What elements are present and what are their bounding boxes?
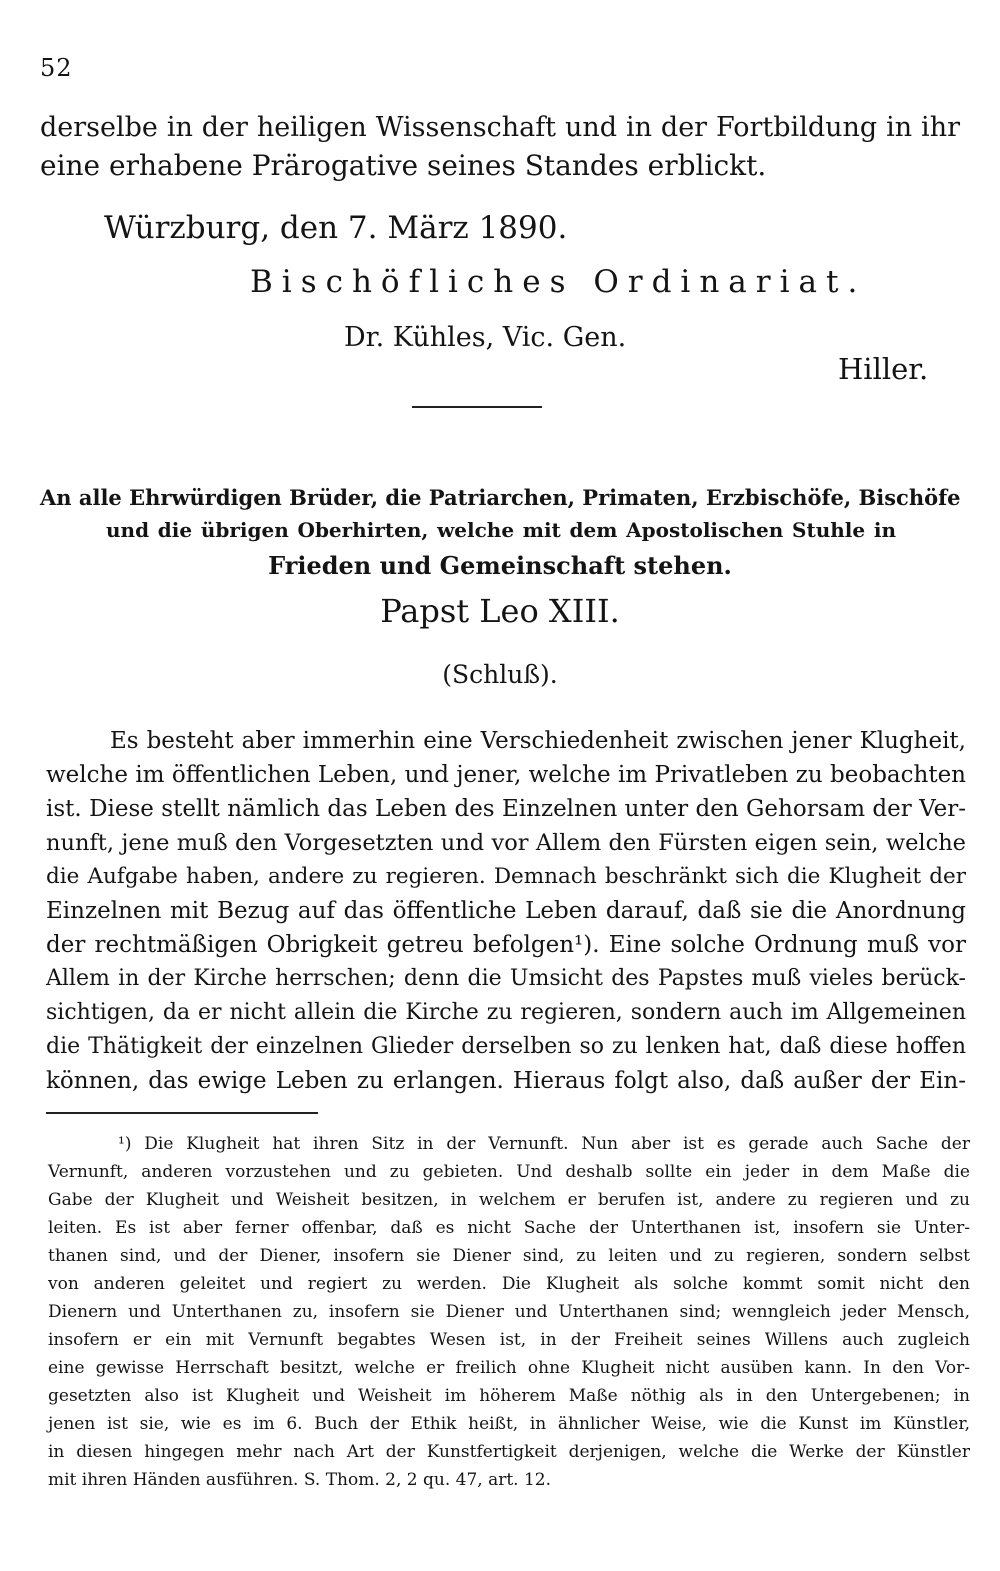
text-line: derselbe in der heiligen Wissenschaft und in der Fortbildung in ihr [40,112,960,143]
footnote-line: ¹) Die Klugheit hat ihren Sitz in der Vernunft. Nun aber ist es gerade auch Sache der [118,1134,970,1154]
address-line: An alle Ehrwürdigen Brüder, die Patriarchen, Primaten, Erzbischöfe, Bischöfe [40,485,961,510]
footnote-line: Vernunft, anderen vorzustehen und zu gebieten. Und deshalb sollte ein jeder in dem Maße die [48,1162,970,1182]
ordinariat-heading: Bischöfliches Ordinariat. [250,264,867,300]
page-number: 52 [40,54,73,82]
footnote-line: leiten. Es ist aber ferner offenbar, daß es nicht Sache der Unterthanen ist, insofern sie Unter- [48,1218,970,1238]
footnote-line: in diesen hingegen mehr nach Art der Kunstfertigkeit derjenigen, welche die Werke der Künstler [48,1442,970,1462]
body-line: der rechtmäßigen Obrigkeit getreu befolgen¹). Eine solche Ordnung muß vor [46,932,966,958]
signature-kuehles: Dr. Kühles, Vic. Gen. [344,322,627,353]
footnote-line: insofern er ein mit Vernunft begabtes Wesen ist, in der Freiheit seines Willens auch zugleich [48,1330,970,1350]
schluss-heading: (Schluß). [442,660,558,689]
footnote-line: Dienern und Unterthanen zu, insofern sie Diener und Unterthanen sind; wenngleich jeder Mensch, [48,1302,970,1322]
section-divider [412,406,542,408]
signature-hiller: Hiller. [838,352,929,386]
footnote-line: von anderen geleitet und regiert zu werden. Die Klugheit als solche kommt somit nicht den [48,1274,970,1294]
body-line: Es besteht aber immerhin eine Verschiedenheit zwischen jener Klugheit, [110,728,966,754]
footnote-line: gesetzten also ist Klugheit und Weisheit im höherem Maße nöthig als in den Untergebenen; in [48,1386,970,1406]
footnote-divider [46,1112,318,1114]
body-line: können, das ewige Leben zu erlangen. Hieraus folgt also, daß außer der Ein- [46,1068,966,1094]
footnote-line: thanen sind, und der Diener, insofern sie Diener sind, zu leiten und zu regieren, sondern selbst [48,1246,970,1266]
body-line: die Aufgabe haben, andere zu regieren. Demnach beschränkt sich die Klugheit der [46,864,966,889]
footnote-line: jenen ist sie, wie es im 6. Buch der Ethik heißt, in ähnlicher Weise, wie die Kunst im Künstler, [48,1414,970,1434]
body-line: sichtigen, da er nicht allein die Kirche zu regieren, sondern auch im Allgemeinen [46,1000,966,1025]
text-line: eine erhabene Prärogative seines Standes erblickt. [40,149,767,182]
footnote-line: mit ihren Händen ausführen. S. Thom. 2, 2 qu. 47, art. 12. [48,1470,552,1490]
place-date: Würzburg, den 7. März 1890. [104,210,568,246]
address-line: Frieden und Gemeinschaft stehen. [268,551,732,580]
footnote-line: Gabe der Klugheit und Weisheit besitzen, in welchem er berufen ist, andere zu regieren und zu [48,1190,970,1210]
address-line: und die übrigen Oberhirten, welche mit dem Apostolischen Stuhle in [106,518,896,542]
body-line: Einzelnen mit Bezug auf das öffentliche Leben darauf, daß sie die Anordnung [46,898,966,924]
body-line: Allem in der Kirche herrschen; denn die Umsicht des Papstes muß vieles berück- [46,966,966,991]
footnote-line: eine gewisse Herrschaft besitzt, welche er freilich ohne Klugheit nicht ausüben kann. In den Vor- [48,1358,970,1378]
body-line: die Thätigkeit der einzelnen Glieder derselben so zu lenken hat, daß diese hoffen [46,1034,966,1059]
pope-heading: Papst Leo XIII. [380,592,620,630]
body-line: welche im öffentlichen Leben, und jener, welche im Privatleben zu beobachten [46,762,966,788]
body-line: nunft, jene muß den Vorgesetzten und vor Allem den Fürsten eigen sein, welche [46,830,966,856]
body-line: ist. Diese stellt nämlich das Leben des Einzelnen unter den Gehorsam der Ver- [46,796,966,822]
